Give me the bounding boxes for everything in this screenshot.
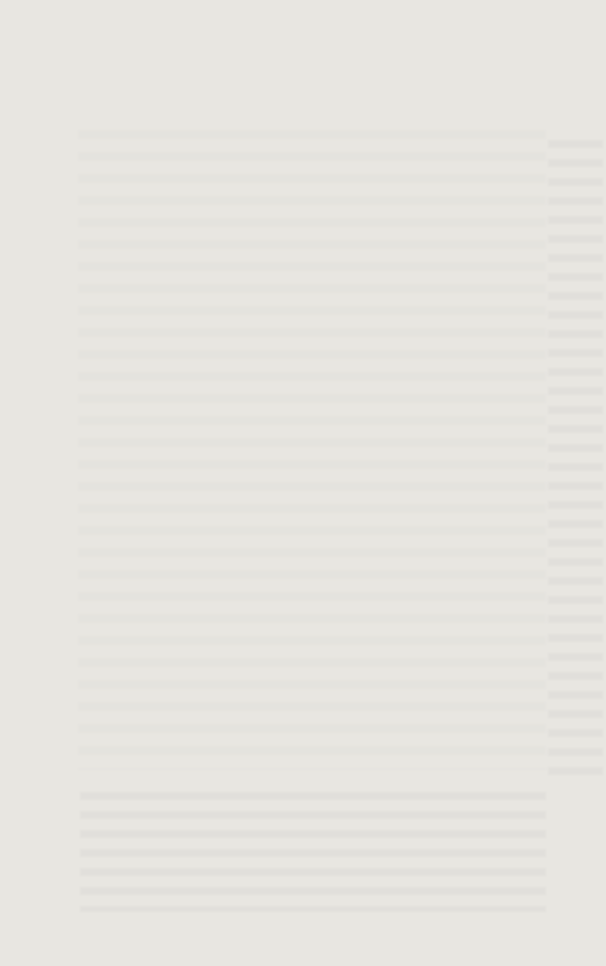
chart-caption xyxy=(88,92,102,110)
bleedthrough-texture-right-margin xyxy=(548,140,603,780)
bleedthrough-texture-main xyxy=(78,130,546,770)
bleedthrough-texture-bottom xyxy=(80,792,546,912)
